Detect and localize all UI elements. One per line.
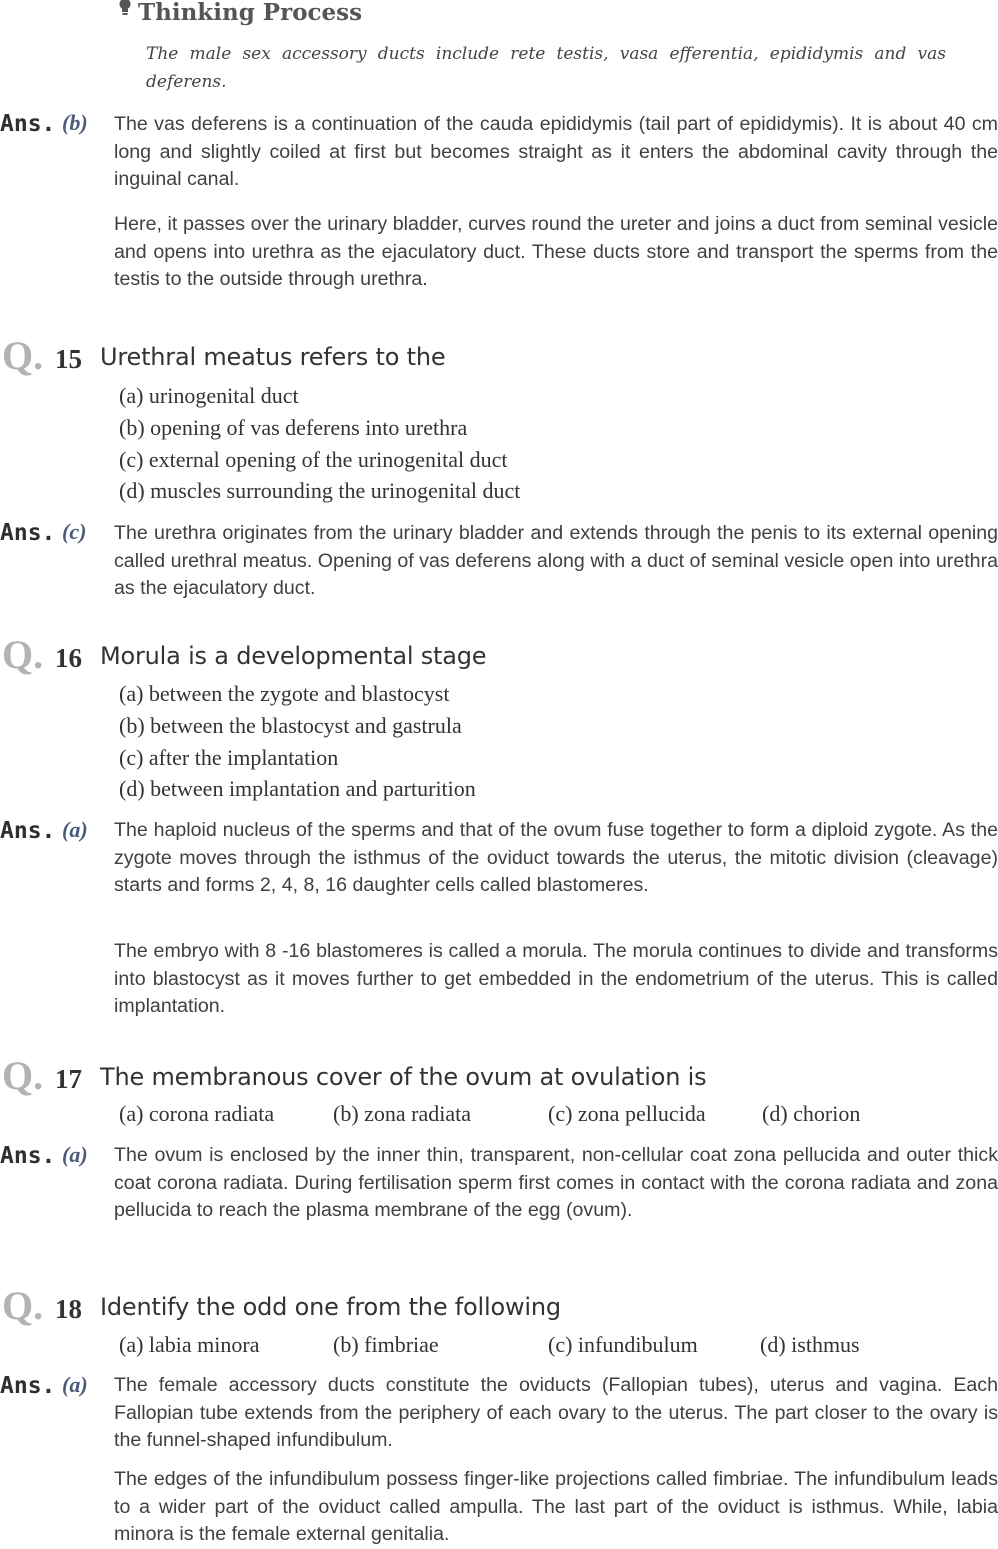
option-b: (b) opening of vas deferens into urethra — [119, 415, 468, 440]
option-b: (b) between the blastocyst and gastrula — [119, 713, 462, 738]
answer-paragraph: Here, it passes over the urinary bladder, curves round the ureter and joins a duct from seminal vesicle and opens into urethra as the ejaculatory duct. These ducts store and transport the sperms from the testis to the outside through urethra. — [114, 213, 998, 290]
question-marker: Q. — [2, 333, 44, 378]
thinking-process-heading — [118, 0, 362, 26]
option-c: (c) zona pellucida — [548, 1101, 706, 1126]
option-c: (c) infundibulum — [548, 1332, 698, 1357]
question-marker: Q. — [2, 1283, 44, 1328]
question-text: The membranous cover of the ovum at ovulation is — [100, 1063, 707, 1091]
question-marker: Q. — [2, 632, 44, 677]
option-c: (c) external opening of the urinogenital duct — [119, 447, 508, 472]
answer-option: (a) — [62, 1372, 88, 1397]
answer-label: Ans. — [0, 520, 56, 546]
question-number: 16 — [55, 643, 82, 673]
answer-paragraph: The embryo with 8 -16 blastomeres is called a morula. The morula continues to divide and transforms into blastocyst as it moves further to get embedded in the endometrium of the uterus. This is called implantation. — [114, 940, 998, 1017]
lightbulb-icon — [118, 0, 138, 23]
option-a: (a) between the zygote and blastocyst — [119, 681, 450, 706]
option-d: (d) between implantation and parturition — [119, 776, 476, 801]
answer-paragraph: The female accessory ducts constitute the oviducts (Fallopian tubes), uterus and vagina. Each Fallopian tube extends from the periphery of each ovary to the uterus. The part closer to the ovary is the funnel-shaped infundibulum. — [114, 1374, 998, 1451]
question-text: Identify the odd one from the following — [100, 1293, 561, 1321]
option-a: (a) urinogenital duct — [119, 383, 299, 408]
thinking-process-text: The male sex accessory ducts include rete testis, vasa efferentia, epididymis and vas deferens. — [146, 44, 946, 92]
question-number: 15 — [55, 344, 82, 374]
answer-paragraph: The haploid nucleus of the sperms and that of the ovum fuse together to form a diploid zygote. As the zygote moves through the isthmus of the oviduct towards the uterus, the mitotic division (cleavage) starts and forms 2, 4, 8, 16 daughter cells called blastomeres. — [114, 819, 998, 896]
answer-option: (a) — [62, 817, 88, 842]
answer-paragraph: The edges of the infundibulum possess finger-like projections called fimbriae. The infundibulum leads to a wider part of the oviduct called ampulla. The last part of the oviduct is isthmus. While, labia minora is the female external genitalia. — [114, 1468, 998, 1545]
question-text: Morula is a developmental stage — [100, 642, 487, 670]
answer-option: (b) — [62, 110, 88, 135]
answer-paragraph: The urethra originates from the urinary bladder and extends through the penis to its external opening called urethral meatus. Opening of vas deferens along with a duct of seminal vesicle open into urethra as the ejaculatory duct. — [114, 522, 998, 599]
option-b: (b) zona radiata — [333, 1101, 472, 1126]
option-d: (d) muscles surrounding the urinogenital duct — [119, 478, 521, 503]
question-number: 17 — [55, 1064, 82, 1094]
option-a: (a) labia minora — [119, 1332, 260, 1357]
answer-paragraph: The vas deferens is a continuation of the cauda epididymis (tail part of epididymis). It is about 40 cm long and slightly coiled at first but becomes straight as it enters the abdominal cavity through the inguinal canal. — [114, 113, 998, 190]
option-a: (a) corona radiata — [119, 1101, 275, 1126]
thinking-process-title: Thinking Process — [138, 0, 363, 26]
answer-option: (c) — [62, 519, 87, 544]
question-text: Urethral meatus refers to the — [100, 343, 446, 371]
answer-label: Ans. — [0, 1373, 56, 1399]
answer-label: Ans. — [0, 818, 56, 844]
option-d: (d) chorion — [762, 1101, 861, 1126]
answer-label: Ans. — [0, 111, 56, 137]
option-c: (c) after the implantation — [119, 745, 339, 770]
answer-option: (a) — [62, 1142, 88, 1167]
question-marker: Q. — [2, 1053, 44, 1098]
question-number: 18 — [55, 1294, 82, 1324]
option-b: (b) fimbriae — [333, 1332, 439, 1357]
answer-paragraph: The ovum is enclosed by the inner thin, transparent, non-cellular coat zona pellucida and outer thick coat corona radiata. During fertilisation sperm first comes in contact with the corona radiata and zona pellucida to reach the plasma membrane of the egg (ovum). — [114, 1144, 998, 1221]
answer-label: Ans. — [0, 1143, 56, 1169]
option-d: (d) isthmus — [760, 1332, 860, 1357]
